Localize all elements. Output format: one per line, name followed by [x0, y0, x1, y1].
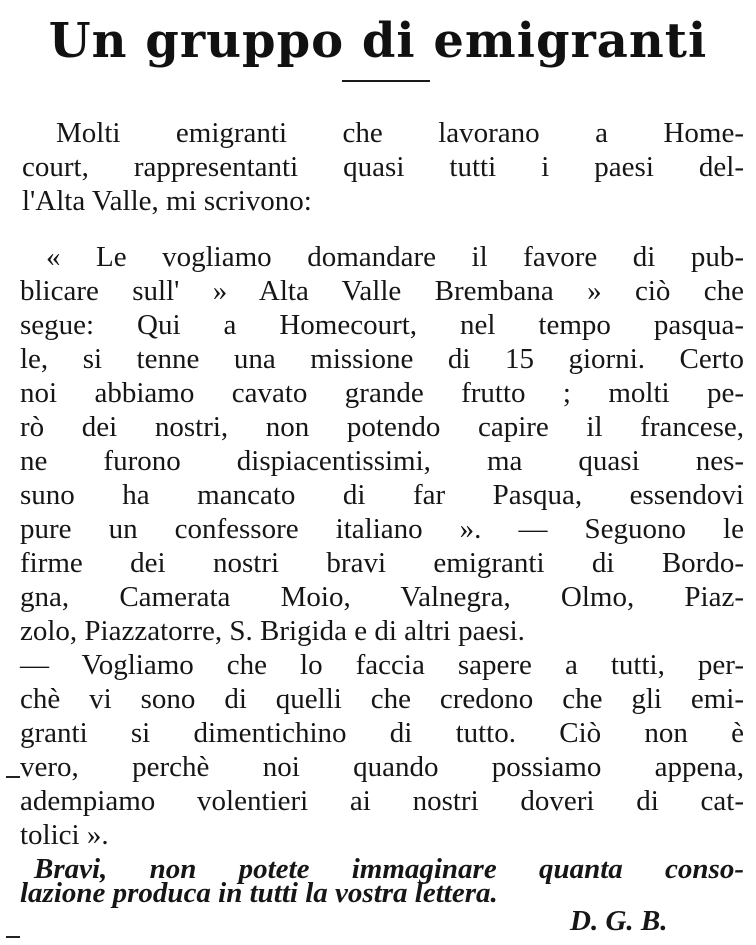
letter-line-text: pure un confessore italiano ». — Seguono le — [20, 513, 744, 545]
letter-line — [0, 614, 756, 648]
letter-line — [0, 308, 756, 342]
letter-line — [0, 716, 756, 750]
letter-line — [0, 512, 756, 546]
intro-line — [0, 184, 756, 218]
letter-line — [0, 410, 756, 444]
title-divider — [342, 80, 430, 82]
letter-line — [0, 444, 756, 478]
reply-line-text: Bravi, non potete immaginare quanta conso- — [34, 853, 744, 885]
letter-line-text: zolo, Piazzatorre, S. Brigida e di altri paesi. — [20, 615, 525, 647]
intro-line-text: Molti emigranti che lavorano a Home- — [56, 117, 744, 149]
letter-line — [0, 682, 756, 716]
signature: D. G. B. — [570, 905, 668, 937]
article-title: Un gruppo di emigranti — [48, 13, 708, 69]
intro-line-text: court, rappresentanti quasi tutti i paesi del- — [22, 151, 745, 183]
letter-line-text: segue: Qui a Homecourt, nel tempo pasqua- — [20, 309, 745, 341]
margin-mark — [6, 776, 20, 778]
letter-line-text: noi abbiamo cavato grande frutto ; molti pe- — [20, 377, 745, 409]
letter-line — [0, 546, 756, 580]
letter-line-text: chè vi sono di quelli che credono che gli emi- — [20, 683, 745, 715]
letter-line-text: adempiamo volentieri ai nostri doveri di cat- — [20, 785, 745, 817]
letter-line-text: firme dei nostri bravi emigranti di Bordo- — [20, 547, 744, 579]
letter-line-text: « Le vogliamo domandare il favore di pub- — [46, 241, 744, 273]
letter-line — [0, 580, 756, 614]
letter-line-text: vero, perchè noi quando possiamo appena, — [20, 751, 745, 783]
letter-line — [0, 648, 756, 682]
intro-line — [0, 116, 756, 150]
letter-line-text: suno ha mancato di far Pasqua, essendovi — [20, 479, 744, 511]
letter-line-text: — Vogliamo che lo faccia sapere a tutti, per- — [20, 649, 744, 681]
reply-line-text: lazione produca in tutti la vostra lettera. — [20, 877, 498, 909]
letter-line-text: tolici ». — [20, 819, 109, 851]
letter-line-text: granti si dimentichino di tutto. Ciò non è — [20, 717, 745, 749]
letter-line — [0, 750, 756, 784]
letter-line — [0, 784, 756, 818]
letter-line-text: gna, Camerata Moio, Valnegra, Olmo, Piaz- — [20, 581, 744, 613]
letter-line — [0, 478, 756, 512]
letter-line-text: le, si tenne una missione di 15 giorni. Certo — [20, 343, 744, 375]
letter-line — [0, 240, 756, 274]
intro-line — [0, 150, 756, 184]
margin-mark — [6, 936, 20, 938]
letter-line — [0, 274, 756, 308]
letter-line — [0, 376, 756, 410]
letter-line-text: blicare sull' » Alta Valle Brembana » ciò che — [20, 275, 744, 307]
letter-line — [0, 818, 756, 852]
letter-line — [0, 342, 756, 376]
intro-line-text: l'Alta Valle, mi scrivono: — [22, 185, 312, 217]
letter-line-text: ne furono dispiacentissimi, ma quasi nes- — [20, 445, 745, 477]
letter-line-text: rò dei nostri, non potendo capire il francese, — [20, 411, 745, 443]
